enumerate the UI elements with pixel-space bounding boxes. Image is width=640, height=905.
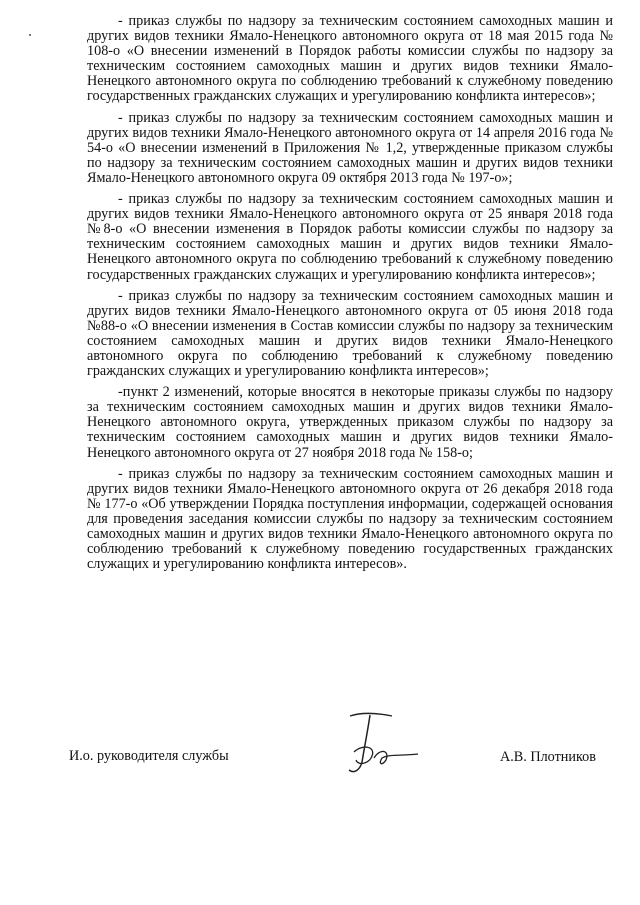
document-body	[87, 14, 613, 578]
list-item: - приказ службы по надзору за техническим состоянием самоходных машин и других видов техники Ямало-Ненецкого автономного округа от 25 января 2018 года №8-о «О внесении изменения в Порядок работы комиссии службы по надзору за техническим состоянием самоходных машин и других видов техники Ямало-Ненецкого автономного округа по соблюдению требований к служебному поведению государственных гражданских служащих и урегулированию конфликта интересов»;	[87, 191, 613, 283]
scan-speck	[29, 34, 31, 36]
list-item: - приказ службы по надзору за техническим состоянием самоходных машин и других видов техники Ямало-Ненецкого автономного округа от 26 декабря 2018 года № 177-о «Об утверждении Порядка поступления информации, содержащей основания для проведения заседания комиссии службы по надзору за техническим состоянием самоходных машин и других видов техники Ямало-Ненецкого автономного округа по соблюдению требований к служебному поведению государственных гражданских служащих и урегулированию конфликта интересов».	[87, 465, 613, 573]
list-item: - приказ службы по надзору за техническим состоянием самоходных машин и других видов техники Ямало-Ненецкого автономного округа от 05 июня 2018 года №88-о «О внесении изменения в Состав комиссии службы по надзору за техническим состоянием самоходных машин и других видов техники Ямало-Ненецкого автономного округа по соблюдению требований к служебному поведению гражданских служащих и урегулированию конфликта интересов»;	[87, 287, 613, 380]
list-item: -пункт 2 изменений, которые вносятся в некоторые приказы службы по надзору за техническим состоянием самоходных машин и других видов техники Ямало-Ненецкого автономного округа, утвержденных приказом службы по надзору за техническим состоянием самоходных машин и других видов техники Ямало-Ненецкого автономного округа от 27 ноября 2018 года № 158-о;	[87, 384, 613, 461]
signature-block	[0, 700, 640, 790]
list-item: - приказ службы по надзору за техническим состоянием самоходных машин и других видов техники Ямало-Ненецкого автономного округа от 18 мая 2015 года № 108-о «О внесении изменений в Порядок работы комиссии службы по надзору за техническим состоянием самоходных машин и других видов техники Ямало-Ненецкого автономного округа по соблюдению требований к служебному поведению государственных гражданских служащих и урегулированию конфликта интересов»;	[87, 13, 613, 105]
signatory-position: И.о. руководителя службы	[69, 748, 229, 764]
list-item: - приказ службы по надзору за техническим состоянием самоходных машин и других видов техники Ямало-Ненецкого автономного округа от 14 апреля 2016 года № 54-о «О внесении изменений в Приложения № 1,2, утвержденные приказом службы по надзору за техническим состоянием самоходных машин и других видов техники Ямало-Ненецкого автономного округа 09 октября 2013 года № 197-о»;	[87, 109, 613, 186]
signatory-name: А.В. Плотников	[500, 749, 596, 765]
handwritten-signature	[332, 704, 422, 784]
